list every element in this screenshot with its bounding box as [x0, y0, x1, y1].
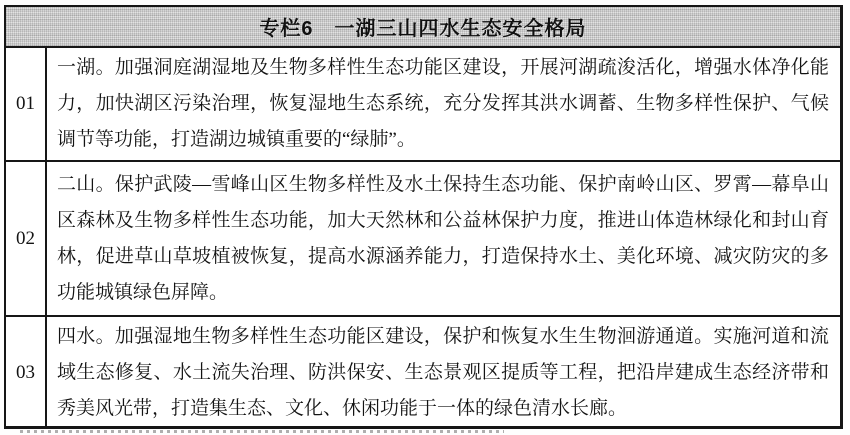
row-number: 02 [6, 162, 47, 315]
row-text-cell [47, 48, 840, 160]
row-number: 01 [6, 48, 47, 160]
table-row-one-lake [6, 48, 840, 162]
row-text: 四水。加强湿地生物多样性生态功能区建设，保护和恢复水生生物洄游通道。实施河道和流域生态修复、水土流失治理、防洪保安、生态景观区提质等工程，把沿岸建成生态经济带和秀美风光带，打造集生态、文化、休闲功能于一体的绿色清水长廊。 [57, 326, 829, 419]
table-row-four-waters [6, 317, 840, 429]
table-row-two-mountains [6, 162, 840, 317]
row-text-cell [47, 317, 840, 429]
row-text: 二山。保护武陵—雪峰山区生物多样性及水土保持生态功能、保护南岭山区、罗霄—幕阜山区森林及生物多样性生态功能，加大天然林和公益林保护力度，推进山体造林绿化和封山育林，促进草山草坡植被恢复，提高水源涵养能力，打造保持水土、美化环境、减灾防灾的多功能城镇绿色屏障。 [57, 173, 829, 303]
table-header [6, 7, 840, 48]
row-number: 03 [6, 317, 47, 429]
table-title: 专栏6 一湖三山四水生态安全格局 [259, 18, 587, 40]
row-text-cell [47, 162, 840, 315]
policy-box-table [4, 5, 843, 429]
row-text: 一湖。加强洞庭湖湿地及生物多样性生态功能区建设，开展河湖疏浚活化，增强水体净化能力，加快湖区污染治理，恢复湿地生态系统，充分发挥其洪水调蓄、生物多样性保护、气候调节等功能，打造湖边城镇重要的“绿肺”。 [57, 57, 829, 150]
